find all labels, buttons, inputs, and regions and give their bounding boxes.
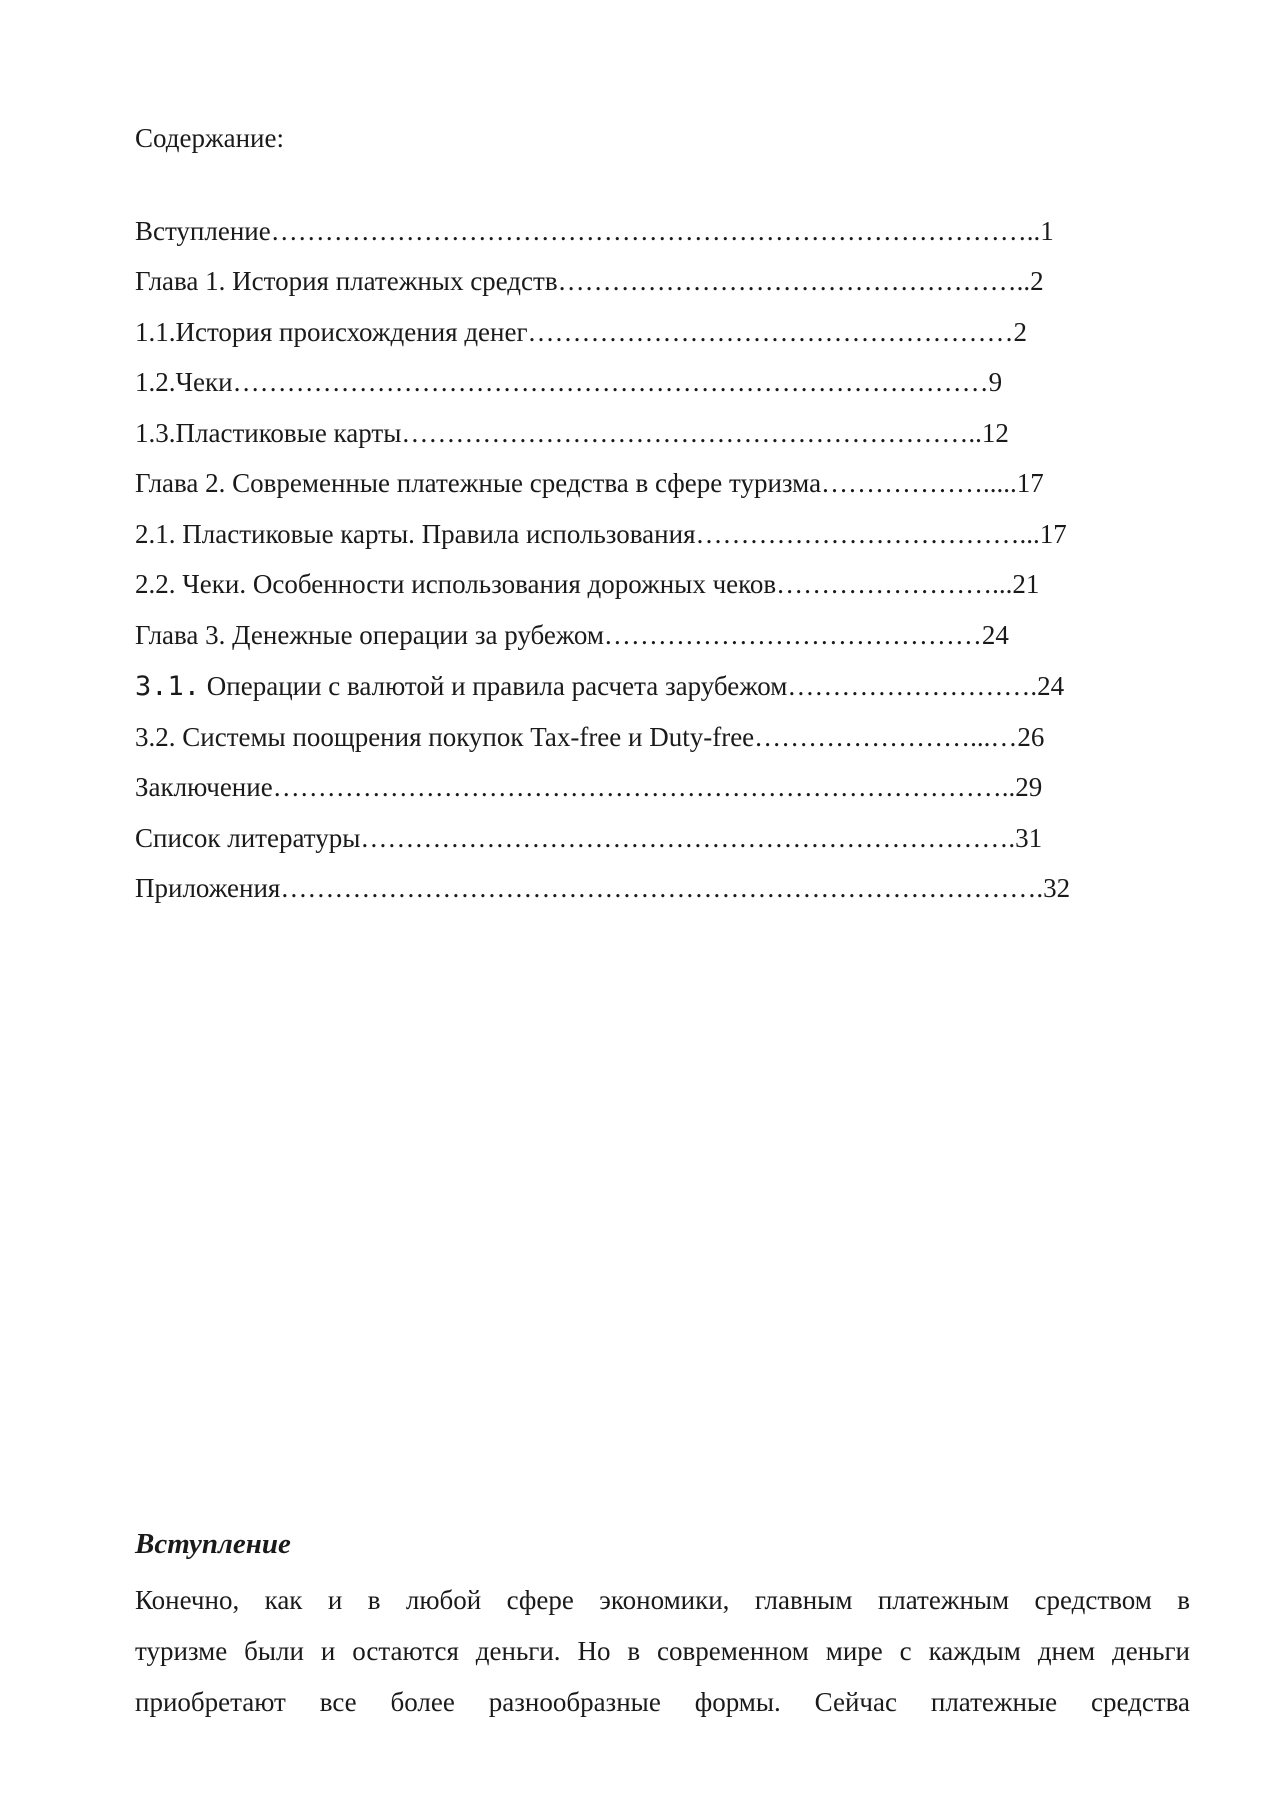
intro-heading: Вступление — [135, 1528, 291, 1560]
toc-entry-chapter-2: Глава 2. Современные платежные средства в сфере туризма……………….....17 — [135, 468, 1044, 498]
toc-entry-1-3: 1.3.Пластиковые карты………………………………………………………..12 — [135, 418, 1009, 448]
toc-entry-2-1: 2.1. Пластиковые карты. Правила использования………………………………...17 — [135, 519, 1067, 549]
toc-entry-3-1-number: 3.1. — [135, 671, 201, 702]
toc-entry-conclusion: Заключение………………………………………………………………………..29 — [135, 772, 1043, 802]
toc-entry-3-1-text: Операции с валютой и правила расчета зарубежом……………………….24 — [200, 671, 1065, 701]
intro-paragraph-line: туризме были и остаются деньги. Но в современном мире с каждым днем деньги — [135, 1636, 1190, 1666]
toc-entry-3-2: 3.2. Системы поощрения покупок Tax-free и Duty-free……………………...…26 — [135, 722, 1045, 752]
toc-entry-chapter-3: Глава 3. Денежные операции за рубежом……………………………………24 — [135, 620, 1009, 650]
toc-entry-intro: Вступление…………………………………………………………………………..1 — [135, 216, 1054, 246]
toc-heading: Содержание: — [135, 123, 284, 153]
intro-paragraph-line: приобретают все более разнообразные формы. Сейчас платежные средства — [135, 1687, 1190, 1717]
toc-entry-3-1 — [135, 670, 1064, 703]
toc-entry-1-1: 1.1.История происхождения денег………………………………………………2 — [135, 317, 1028, 347]
toc-entry-1-2: 1.2.Чеки…………………………………………………………………………9 — [135, 367, 1003, 397]
toc-entry-2-2: 2.2. Чеки. Особенности использования дорожных чеков……………………...21 — [135, 569, 1040, 599]
intro-paragraph-line: Конечно, как и в любой сфере экономики, главным платежным средством в — [135, 1585, 1190, 1615]
toc-entry-appendices: Приложения………………………………………………………………………….32 — [135, 873, 1071, 903]
toc-entry-chapter-1: Глава 1. История платежных средств……………………………………………..2 — [135, 266, 1044, 296]
toc-entry-literature: Список литературы……………………………………………………………….31 — [135, 823, 1043, 853]
